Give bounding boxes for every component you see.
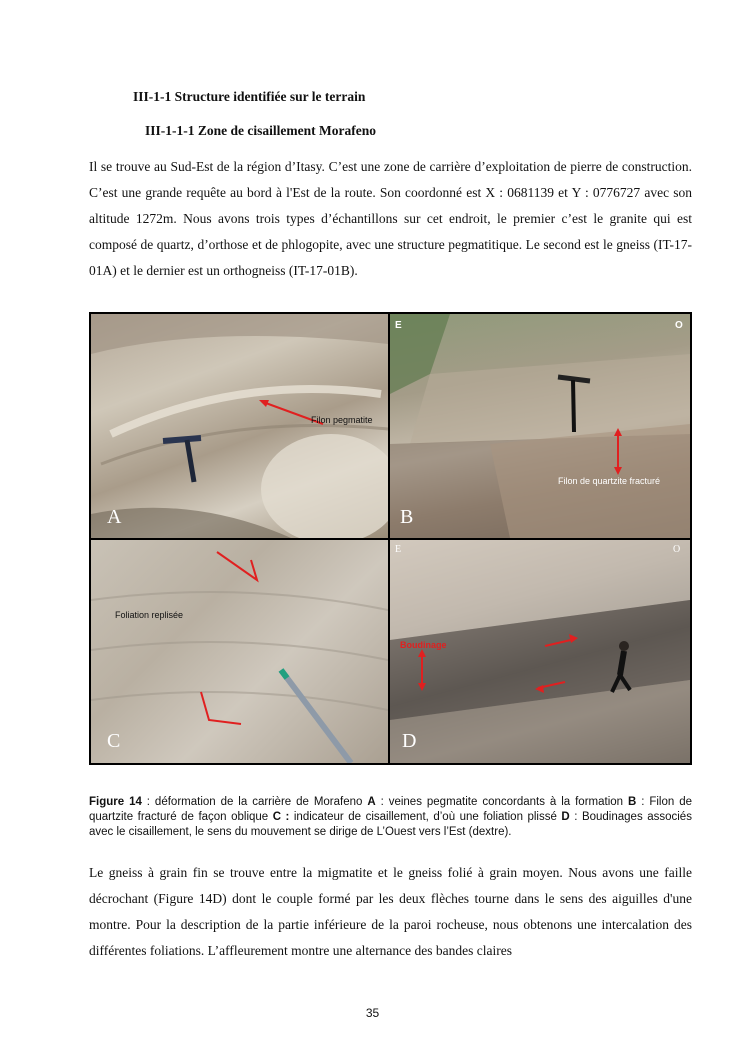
panel-d-letter: D <box>402 730 417 752</box>
caption-text-1: : déformation de la carrière de Morafeno <box>141 796 368 808</box>
caption-figure-label: Figure 14 <box>89 796 142 808</box>
caption-key-b: B <box>627 796 637 808</box>
caption-key-a: A <box>367 796 376 808</box>
panel-c-letter: C <box>107 730 121 752</box>
figure-14 <box>89 312 692 765</box>
caption-text-5: : Boudinages associés avec le cisaillement, le sens du mouvement se dirige de L’Ouest vers l’Est (dextre). <box>89 811 692 838</box>
figure-caption <box>89 795 692 840</box>
panel-b-corner-east: E <box>395 320 402 331</box>
panel-b-corner-west: O <box>675 320 683 331</box>
caption-key-d: D <box>561 811 570 823</box>
page-number: 35 <box>365 1006 380 1020</box>
body-paragraph-1: Il se trouve au Sud-Est de la région d’Itasy. C’est une zone de carrière d’exploitation de pierre de construction. C’est une grande requête au bord à l'Est de la route. Son coordonné est X : 0681139 et Y : 0776727 avec son altitude 1272m. Nous avons trois types d’échantillons sur cet endroit, le premier c’est le granite qui est composé de quartz, d’orthose et de phlogopite, avec une structure pegmatitique. Le second est le gneiss (IT-17-01A) et le dernier est un orthogneiss (IT-17-01B). <box>89 159 692 278</box>
panel-a-letter: A <box>107 506 122 528</box>
caption-text-2: : veines pegmatite concordants à la formation <box>375 796 628 808</box>
panel-d-corner-west: O <box>673 544 681 555</box>
panel-b-illustration <box>390 314 690 538</box>
annotation-boudinage: Boudinage <box>400 640 447 650</box>
annotation-filon-quartzite: Filon de quartzite fracturé <box>558 476 661 486</box>
section-heading: III-1-1 Structure identifiée sur le terrain <box>133 89 366 104</box>
body-paragraph-2: Le gneiss à grain fin se trouve entre la migmatite et le gneiss folié à grain moyen. Nous avons une faille décrochant (Figure 14D) dont le couple formé par les deux flèches tourne dans le sens des aiguilles d'une montre. Pour la description de la partie inférieure de la paroi rocheuse, nous obtenons une intercalation des différentes foliations. L’affleurement montre une alternance des bandes claires <box>89 865 692 958</box>
subsection-heading: III-1-1-1 Zone de cisaillement Morafeno <box>145 123 376 138</box>
panel-b-letter: B <box>400 506 414 528</box>
annotation-filon-pegmatite: Filon pegmatite <box>311 415 373 425</box>
photo-panel-d <box>390 540 690 763</box>
panel-d-illustration <box>390 540 690 763</box>
caption-key-c: C : <box>272 811 290 823</box>
photo-panel-c <box>91 540 388 763</box>
annotation-foliation-replisee: Foliation replisée <box>115 610 184 620</box>
panel-d-corner-east: E <box>395 544 402 555</box>
photo-panel-b <box>390 314 690 538</box>
panel-a-illustration <box>91 314 388 538</box>
caption-text-4: indicateur de cisaillement, d’où une foliation plissé <box>289 811 562 823</box>
panel-c-illustration <box>91 540 388 763</box>
photo-panel-a <box>91 314 388 538</box>
caption-text-3: : Filon de quartzite fracturé de façon oblique <box>89 796 693 823</box>
